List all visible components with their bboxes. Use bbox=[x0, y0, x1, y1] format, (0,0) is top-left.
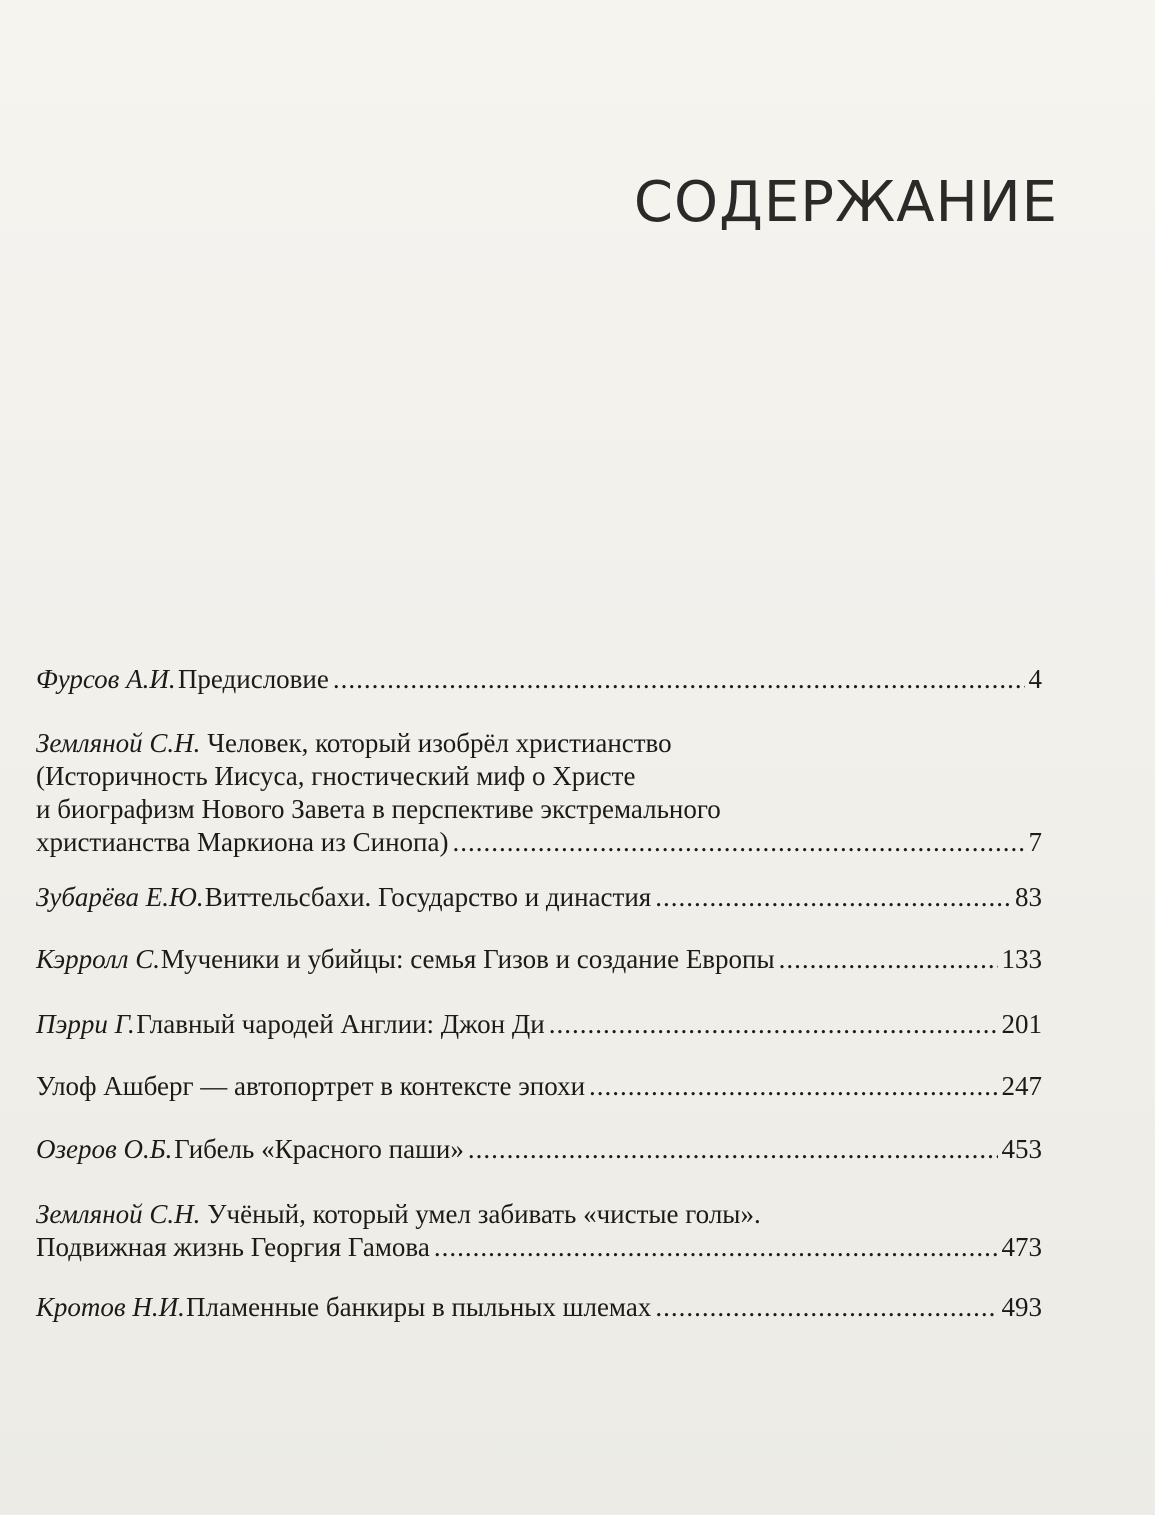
toc-line bbox=[36, 1231, 1042, 1264]
toc-title-continued: и биографизм Нового Завета в перспективе экстремального bbox=[36, 794, 721, 824]
toc-title: Гибель «Красного паши» bbox=[174, 1134, 464, 1164]
toc-author: Пэрри Г. bbox=[36, 1009, 135, 1039]
toc-leader-dots bbox=[468, 1133, 998, 1166]
toc-title: Виттельсбахи. Государство и династия bbox=[204, 882, 652, 912]
toc-page-number: 83 bbox=[1015, 882, 1042, 912]
toc-page-number: 473 bbox=[1001, 1232, 1042, 1262]
toc-line bbox=[36, 881, 1042, 914]
toc-line bbox=[36, 1198, 1042, 1231]
toc-entry-zemlyanoy-gamov bbox=[36, 1198, 1042, 1264]
toc-leader-dots bbox=[434, 1231, 998, 1264]
toc-title-continued: (Историчность Иисуса, гностический миф о Христе bbox=[36, 761, 636, 791]
toc-entry-ashberg bbox=[36, 1070, 1042, 1103]
toc-entry-fursov bbox=[36, 663, 1042, 696]
toc-entry-carroll bbox=[36, 943, 1042, 976]
page-title: СОДЕРЖАНИЕ bbox=[633, 170, 1058, 235]
toc-leader-dots bbox=[779, 943, 998, 976]
toc-page-number: 201 bbox=[1001, 1009, 1042, 1039]
toc-author: Земляной С.Н. bbox=[36, 1199, 201, 1229]
toc-title: Предисловие bbox=[177, 664, 329, 694]
toc-leader-dots bbox=[452, 826, 1024, 859]
toc-author: Зубарёва Е.Ю. bbox=[36, 882, 204, 912]
toc-entry-ozerov bbox=[36, 1133, 1042, 1166]
toc-line bbox=[36, 1008, 1042, 1041]
toc-title: Пламенные банкиры в пыльных шлемах bbox=[186, 1292, 652, 1322]
toc-author: Фурсов А.И. bbox=[36, 664, 176, 694]
toc-author: Кэрролл С. bbox=[36, 944, 161, 974]
toc-line bbox=[36, 760, 1042, 793]
toc-title: Учёный, который умел забивать «чистые голы». bbox=[207, 1199, 761, 1229]
toc-line bbox=[36, 727, 1042, 760]
toc-leader-dots bbox=[655, 1291, 997, 1324]
toc-entry-parry bbox=[36, 1008, 1042, 1041]
toc-page-number: 453 bbox=[1001, 1134, 1042, 1164]
toc-line bbox=[36, 1133, 1042, 1166]
toc-leader-dots bbox=[655, 881, 1011, 914]
toc-title: Мученики и убийцы: семья Гизов и создание Европы bbox=[160, 944, 775, 974]
toc-title-continued: Подвижная жизнь Георгия Гамова bbox=[36, 1232, 430, 1262]
toc-page-number: 493 bbox=[1001, 1292, 1042, 1322]
toc-line bbox=[36, 793, 1042, 826]
toc-leader-dots bbox=[333, 663, 1025, 696]
toc-page-number: 4 bbox=[1028, 664, 1042, 694]
toc-leader-dots bbox=[589, 1070, 997, 1103]
toc-author: Озеров О.Б. bbox=[36, 1134, 173, 1164]
toc-line bbox=[36, 826, 1042, 859]
toc-leader-dots bbox=[549, 1008, 998, 1041]
toc-title: Человек, который изобрёл христианство bbox=[207, 728, 672, 758]
toc-line bbox=[36, 663, 1042, 696]
toc-title: Главный чародей Англии: Джон Ди bbox=[136, 1009, 545, 1039]
toc-title: Улоф Ашберг — автопортрет в контексте эпохи bbox=[36, 1071, 586, 1101]
toc-author: Земляной С.Н. bbox=[36, 728, 201, 758]
toc-author: Кротов Н.И. bbox=[36, 1292, 185, 1322]
toc-page-number: 7 bbox=[1028, 827, 1042, 857]
toc-line bbox=[36, 1070, 1042, 1103]
toc-title-continued: христианства Маркиона из Синопа) bbox=[36, 827, 449, 857]
toc-line bbox=[36, 1291, 1042, 1324]
toc-page-number: 133 bbox=[1001, 944, 1042, 974]
toc-page-number: 247 bbox=[1001, 1071, 1042, 1101]
toc-line bbox=[36, 943, 1042, 976]
toc-entry-zemlyanoy-christianity bbox=[36, 727, 1042, 859]
toc-entry-zubareva bbox=[36, 881, 1042, 914]
toc-entry-krotov bbox=[36, 1291, 1042, 1324]
